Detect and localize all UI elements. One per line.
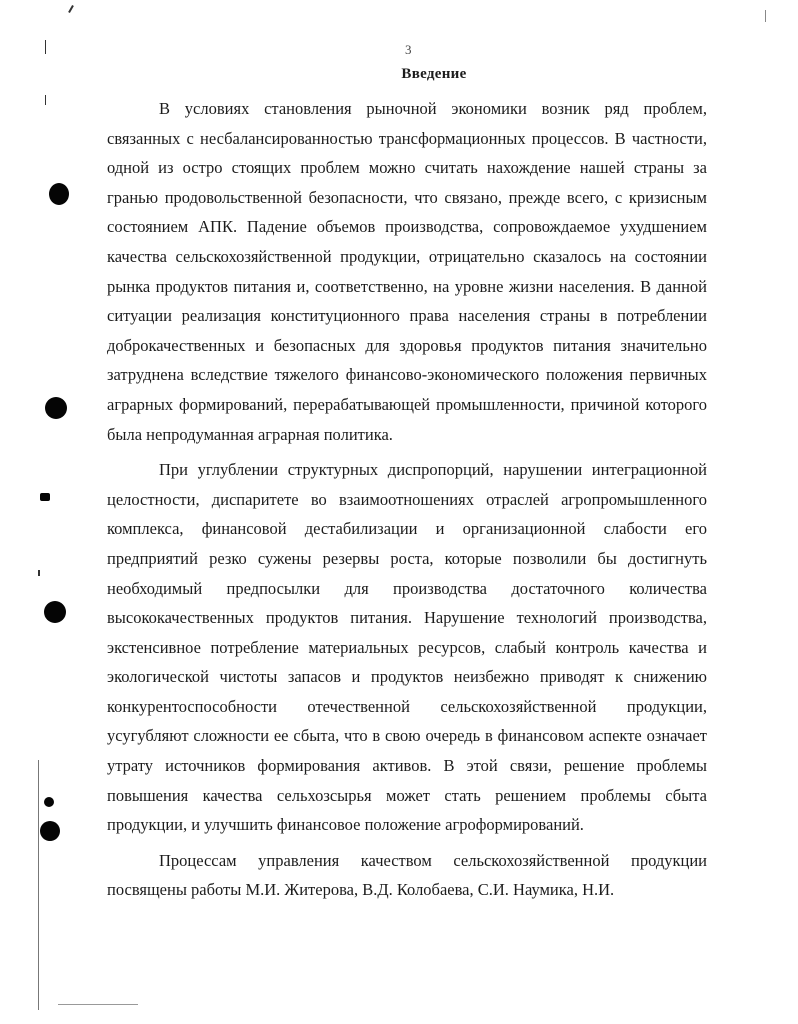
paragraph-2: При углублении структурных диспропорций, нарушении интеграционной целостности, диспаритете во взаимоотношениях отраслей агропромышленного комплекса, финансовой дестабилизации и организационной слабости его предприятий резко сужены резервы роста, которые позволили бы достигнуть необходимый предпосылки для производства достаточного количества высококачественных продуктов питания. Нарушение технологий производства, экстенсивное потребление материальных ресурсов, слабый контроль качества и экологической чистоты запасов и продуктов неизбежно приводят к снижению конкурентоспособности отечественной сельскохозяйственной продукции, усугубляют сложности ее сбыта, что в свою очередь в финансовом аспекте означает утрату источников формирования активов. В этой связи, решение проблемы повышения качества сельхозсырья может стать решением проблемы сбыта продукции, и улучшить финансовое положение агроформирований.: [107, 460, 707, 835]
punch-hole: [40, 493, 50, 501]
scan-mark: [38, 570, 40, 576]
punch-hole: [44, 797, 54, 807]
paragraph-1: В условиях становления рыночной экономики возник ряд проблем, связанных с несбалансированностью трансформационных процессов. В частности, одной из остро стоящих проблем можно считать нахождение нашей страны за гранью продовольственной безопасности, что связано, прежде всего, с кризисным состоянием АПК. Падение объемов производства, сопровождаемое ухудшением качества сельскохозяйственной продукции, отрицательно сказалось на состоянии рынка продуктов питания и, соответственно, на уровне жизни населения. В данной ситуации реализация конституционного права населения страны в потреблении доброкачественных и безопасных для здоровья продуктов питания значительно затруднена вследствие тяжелого финансово-экономического положения первичных аграрных формирований, перерабатывающей промышленности, причиной которого была непродуманная аграрная политика.: [107, 99, 707, 444]
punch-hole: [40, 821, 60, 841]
punch-hole: [49, 183, 69, 205]
scan-mark: [45, 95, 46, 105]
punch-hole: [44, 601, 66, 623]
document-body: [107, 94, 707, 905]
page-number: 3: [405, 42, 412, 57]
scan-mark: [68, 5, 74, 13]
scan-mark: [765, 10, 766, 22]
paragraph-3: Процессам управления качеством сельскохозяйственной продукции посвящены работы М.И. Житерова, В.Д. Колобаева, С.И. Наумика, Н.И.: [107, 850, 707, 900]
page-title: Введение: [401, 66, 467, 82]
scan-mark: [45, 40, 46, 54]
scan-mark: [38, 760, 39, 1010]
scan-mark: [58, 1004, 138, 1005]
punch-hole: [45, 397, 67, 419]
